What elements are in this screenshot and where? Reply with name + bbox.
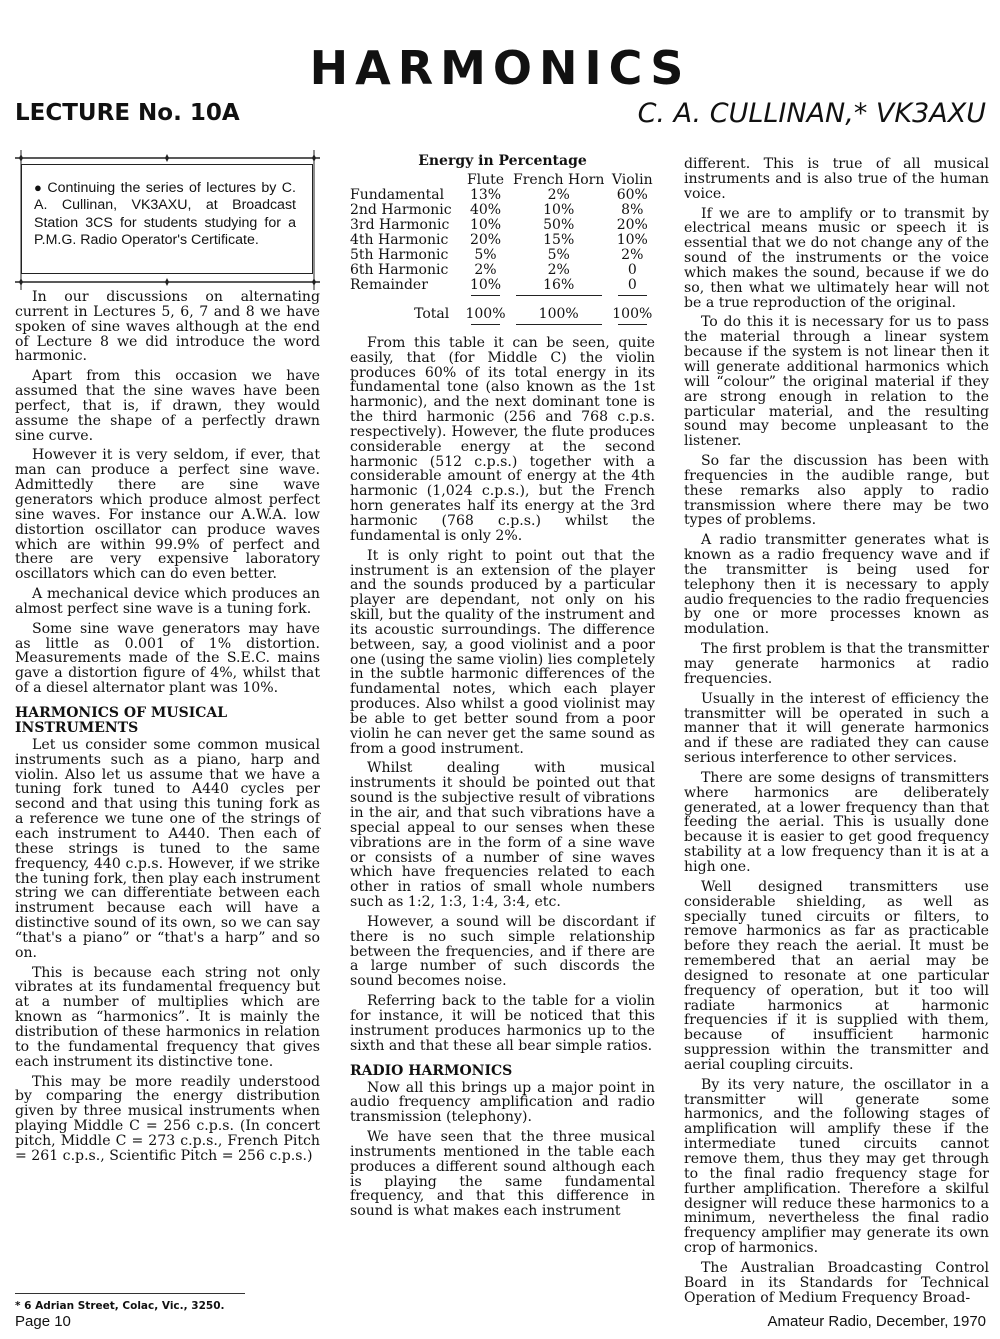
- paragraph: Apart from this occasion we have assumed that the sine waves have been perfect, that is, if drawn, they would assume the shape of a perfectly drawn sine curve.: [15, 368, 320, 444]
- table-cell: 10%: [616, 231, 648, 248]
- table-cell: 2%: [547, 186, 570, 203]
- intro-box: [15, 150, 320, 290]
- column-2: [350, 154, 655, 1224]
- paragraph: It is only right to point out that the instrument is an extension of the player and the sounds produced by a particular player are dependant, not only on his skill, but the quality of the instrument and its acoustic surroundings. The difference between, say, a good violinist and a poor one (using the same violin) lies completely in the subtle harmonic differences of the fundamental notes, which each player produces. Also whilst a good violinist may be able to get better sound from a poor violin he can never get the same sound as from a good instrument.: [350, 547, 655, 757]
- table-cell: 50%: [543, 216, 575, 233]
- paragraph: This may be more readily understood by comparing the energy distribution given by three musical instruments when playing Middle C = 256 c.p.s. (In concert pitch, Middle C = 273 c.p.s., French Pitch = 261 c.p.s., Scientific Pitch = 256 c.p.s.): [15, 1073, 320, 1164]
- page-number: Page 10: [15, 1313, 71, 1330]
- row-label: Remainder: [350, 276, 428, 293]
- table-cell: 10%: [469, 216, 502, 233]
- table-cell: 60%: [616, 186, 648, 203]
- magazine-credit: Amateur Radio, December, 1970: [767, 1313, 986, 1330]
- row-label: Total: [414, 305, 450, 322]
- paragraph: Whilst dealing with musical instruments it should be pointed out that sound is the subjective result of vibrations in the air, and that such vibrations have a special appeal to our senses when these vibrations are in the form of a sine wave or consists of a number of sine waves which have frequencies related to each other in ratios of small whole numbers such as 1:2, 1:3, 1:4, 3:4, etc.: [350, 760, 655, 911]
- table-row: [350, 218, 655, 233]
- paragraph: Let us consider some common musical instruments such as a piano, harp and violin. Also let us assume that we have a tuning fork tuned to A440 cycles per second and that using this tuning fork as a reference we tune one of the strings of each instrument to A440. Then each of these strings is tuned to the same frequency, 440 c.p.s. However, if we strike the tuning fork, then play each instrument string we can differentiate between each instrument because each will have a distinctive sound of its own, so we can say “that's a piano” or “that's a harp” and so on.: [15, 736, 320, 961]
- table-row: [350, 203, 655, 218]
- paragraph: This is because each string not only vibrates at its fundamental frequency but at a number of multiplies which are known as “harmonics”. It is mainly the distribution of these harmonics in relation to the fundamental frequency that gives each instrument its distinctive tone.: [15, 964, 320, 1070]
- page-title: HARMONICS: [309, 41, 691, 95]
- row-label: 3rd Harmonic: [350, 216, 450, 233]
- table-cell: 100%: [538, 305, 579, 322]
- column-header: Violin: [611, 171, 653, 188]
- table-cell: 10%: [543, 201, 575, 218]
- table-cell: 10%: [469, 276, 502, 293]
- footnote: * 6 Adrian Street, Colac, Vic., 3250.: [15, 1300, 225, 1312]
- paragraph: In our discussions on alternating current in Lectures 5, 6, 7 and 8 we have spoken of sine waves although at the end of Lecture 8 we did introduce the word harmonic.: [15, 289, 320, 365]
- paragraph: A mechanical device which produces an almost perfect sine wave is a tuning fork.: [15, 586, 320, 617]
- table-cell: 8%: [621, 201, 644, 218]
- paragraph: To do this it is necessary for us to pass the material through a linear system because if the system is not linear then it will generate additional harmonics which will “colour” the original material if they are strong enough in relation to the particular material, and the resulting sound may become unpleasant to the listener.: [684, 314, 989, 450]
- paragraph: There are some designs of transmitters where harmonics are deliberately generated, at a lower frequency than that feeding the aerial. This is usually done because it is easier to get good frequency stability at a low frequency than it is at a high one.: [684, 769, 989, 875]
- table-cell: 13%: [469, 186, 502, 203]
- table-cell: 0: [627, 261, 637, 278]
- energy-table: [350, 173, 655, 328]
- table-cell: 0: [627, 276, 637, 293]
- table-row: [350, 248, 655, 263]
- section-heading: RADIO HARMONICS: [350, 1062, 513, 1079]
- table-cell: 20%: [469, 231, 502, 248]
- table-header-row: [350, 173, 655, 188]
- column-header: French Horn: [513, 171, 605, 188]
- table-cell: 20%: [616, 216, 648, 233]
- table-cell: 2%: [474, 261, 497, 278]
- table-cell: 100%: [612, 305, 653, 322]
- paragraph: A radio transmitter generates what is known as a radio frequency wave and if the transmitter is being used for telephony then it is necessary to apply audio frequencies to the radio frequencies by one or more processes known as modulation.: [684, 532, 989, 638]
- row-label: Fundamental: [350, 186, 445, 203]
- paragraph: Some sine wave generators may have as little as 0.001 of 1% distortion. Measurements made of the S.E.C. mains gave a distortion figure of 4%, whilst that of a diesel alternator plant was 10%.: [15, 620, 320, 697]
- paragraph: Referring back to the table for a violin for instance, it will be noticed that this instrument produces harmonics up to the sixth and that these all bear simple ratios.: [350, 993, 655, 1054]
- paragraph: The Australian Broadcasting Control Board in its Standards for Technical Operation of Medium Frequency Broad-: [684, 1259, 989, 1306]
- paragraph: However it is very seldom, if ever, that man can produce a perfect sine wave. Admittedly there are sine wave generators which produce almost perfect sine waves. For instance our A.W.A. low distortion oscillator can produce waves which are within 99.9% of perfect and there are very expensive laboratory oscillators which can do even better.: [15, 447, 320, 583]
- paragraph: From this table it can be seen, quite easily, that (for Middle C) the violin produces 60% of its total energy in its fundamental tone (also known as the 1st harmonic), and the next dominant tone is the third harmonic (256 and 768 c.p.s. respectively). However, the flute produces considerable energy at the second harmonic (512 c.p.s.) together with a considerable amount of energy at the 4th harmonic (1,024 c.p.s.), but the French horn generates half its energy at the 3rd harmonic (768 c.p.s.) whilst the fundamental is only 2%.: [350, 334, 655, 544]
- section-heading: HARMONICS OF MUSICAL INSTRUMENTS: [15, 704, 228, 736]
- intro-frame: [21, 164, 313, 274]
- table-cell: 15%: [543, 231, 575, 248]
- paragraph: Usually in the interest of efficiency the transmitter will be operated in such a manner that it will generate harmonics and if these are radiated they can cause serious interference to other services.: [684, 690, 989, 767]
- lecture-number: LECTURE No. 10A: [15, 100, 240, 126]
- paragraph: Well designed transmitters use considerable shielding, as well as specially tuned circuits or filters, to remove harmonics as far as practicable before they reach the aerial. It must be remembered that an aerial may be designed to resonate at one particular frequency of operation, but it too will radiate harmonics at harmonic frequencies if it is supplied with them, because of insufficient harmonic suppression within the transmitter and aerial coupling circuits.: [684, 878, 989, 1073]
- table-cell: 5%: [474, 246, 497, 263]
- paragraph: However, a sound will be discordant if there is no such simple relationship between the frequencies, and if there are a large number of such discords the sound becomes noise.: [350, 913, 655, 990]
- paragraph: By its very nature, the oscillator in a transmitter will generate some harmonics, and the following stages of amplification will amplify these if the intermediate tuned circuits cannot remove them, thus they may get through to the final radio frequency stage for further amplification. Therefore a skilful designer will reduce these harmonics to a minimum, nevertheless the final radio frequency amplifier may generate its own crop of harmonics.: [684, 1076, 989, 1257]
- bullet-icon: ●: [34, 180, 44, 195]
- column-header: Flute: [466, 171, 505, 188]
- paragraph: Now all this brings up a major point in audio frequency amplification and radio transmission (telephony).: [350, 1079, 655, 1126]
- table-row: [350, 188, 655, 203]
- table-title: Energy in Percentage: [418, 153, 587, 169]
- table-cell: 5%: [547, 246, 570, 263]
- intro-text: Continuing the series of lectures by C. A. Cullinan, VK3AXU, at Broadcast Station 3CS for students studying for a P.M.G. Radio Operator's Certificate.: [34, 180, 296, 248]
- paragraph: different. This is true of all musical instruments and is also true of the human voice.: [684, 156, 989, 202]
- table-cell: 100%: [465, 305, 506, 322]
- row-label: 2nd Harmonic: [350, 201, 452, 218]
- paragraph: We have seen that the three musical instruments mentioned in the table each produces a different sound although each is playing the same fundamental frequency, and that this difference in sound is what makes each instrument: [350, 1129, 655, 1220]
- table-row: [350, 278, 655, 293]
- footnote-rule: [15, 1293, 245, 1294]
- row-label: 4th Harmonic: [350, 231, 449, 248]
- author-name: C. A. CULLINAN,* VK3AXU: [637, 98, 986, 129]
- total-row: [350, 299, 655, 322]
- paragraph: If we are to amplify or to transmit by electrical means music or speech it is essential that we do not change any of the sound of the instruments or the voice which makes the sound, because if we do so, then what we ultimately hear will not be a true reproduction of the original.: [684, 205, 989, 311]
- table-cell: 2%: [621, 246, 644, 263]
- table-cell: 16%: [543, 276, 575, 293]
- table-cell: 2%: [547, 261, 570, 278]
- column-1: [15, 150, 320, 1169]
- column-3: [684, 157, 989, 1310]
- table-cell: 40%: [469, 201, 502, 218]
- row-label: 5th Harmonic: [350, 246, 449, 263]
- paragraph: So far the discussion has been with frequencies in the audible range, but these remarks also apply to radio transmission where there may be two types of problems.: [684, 453, 989, 529]
- paragraph: The first problem is that the transmitter may generate harmonics at radio frequencies.: [684, 641, 989, 687]
- row-label: 6th Harmonic: [350, 261, 449, 278]
- table-row: [350, 233, 655, 248]
- table-row: [350, 263, 655, 278]
